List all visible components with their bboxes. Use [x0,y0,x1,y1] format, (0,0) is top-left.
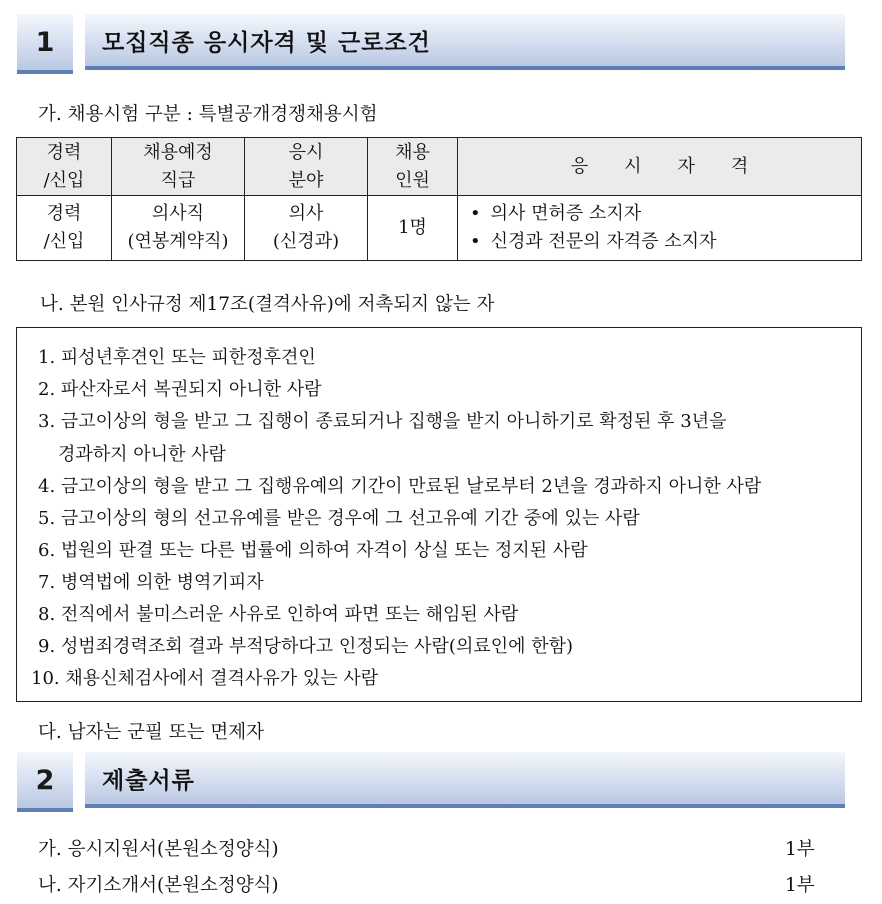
section-number: 2 [17,752,73,812]
section-title: 모집직종 응시자격 및 근로조건 [85,14,845,70]
cell-qualifications [458,196,862,261]
disqualification-item-continued: 경과하지 아니한 사람 [58,444,226,465]
header-count: 채용 인원 [368,138,458,196]
table-header-row [17,138,862,196]
header-career: 경력 /신입 [17,138,112,196]
document-item-qty: 1부 [785,875,815,896]
section-1-banner [0,14,882,76]
disqualification-item: 8. 전직에서 불미스러운 사유로 인하여 파면 또는 해임된 사람 [38,604,519,625]
disqualification-item: 4. 금고이상의 형을 받고 그 집행유예의 기간이 만료된 날로부터 2년을 경과하지 아니한 사람 [38,476,762,497]
disqualification-item: 6. 법원의 판결 또는 다른 법률에 의하여 자격이 상실 또는 정지된 사람 [38,540,588,561]
recruitment-table [16,137,862,261]
section-number: 1 [17,14,73,74]
cell-career: 경력 /신입 [17,196,112,261]
cell-count: 1명 [368,196,458,261]
cell-field: 의사 (신경과) [245,196,368,261]
military-requirement: 다. 남자는 군필 또는 면제자 [38,722,264,743]
disqualification-heading: 나. 본원 인사규정 제17조(결격사유)에 저촉되지 않는 자 [40,294,495,315]
exam-type-line: 가. 채용시험 구분 : 특별공개경쟁채용시험 [38,104,378,125]
document-item-label: 가. 응시지원서(본원소정양식) [38,839,279,860]
bullet-icon: • [470,231,481,252]
disqualification-item: 3. 금고이상의 형을 받고 그 집행이 종료되거나 집행을 받지 아니하기로 확정된 후 3년을 [38,411,727,432]
disqualification-item: 7. 병역법에 의한 병역기피자 [38,572,264,593]
header-qualification: 응 시 자 격 [458,138,862,196]
document-item-qty: 1부 [785,839,815,860]
bullet-icon: • [470,203,481,224]
disqualification-item: 10. 채용신체검사에서 결격사유가 있는 사람 [31,668,379,689]
qualification-item: • 의사 면허증 소지자 [470,203,642,224]
disqualification-item: 1. 피성년후견인 또는 피한정후견인 [38,347,316,368]
qualification-item: • 신경과 전문의 자격증 소지자 [470,231,717,252]
section-title: 제출서류 [85,752,845,808]
disqualification-item: 2. 파산자로서 복권되지 아니한 사람 [38,379,322,400]
cell-grade: 의사직 (연봉계약직) [112,196,245,261]
table-row [17,196,862,261]
section-2-banner [0,752,882,814]
header-field: 응시 분야 [245,138,368,196]
disqualification-item: 9. 성범죄경력조회 결과 부적당하다고 인정되는 사람(의료인에 한함) [38,636,574,657]
disqualification-item: 5. 금고이상의 형의 선고유예를 받은 경우에 그 선고유예 기간 중에 있는 사람 [38,508,640,529]
header-grade: 채용예정 직급 [112,138,245,196]
document-item-label: 나. 자기소개서(본원소정양식) [38,875,279,896]
